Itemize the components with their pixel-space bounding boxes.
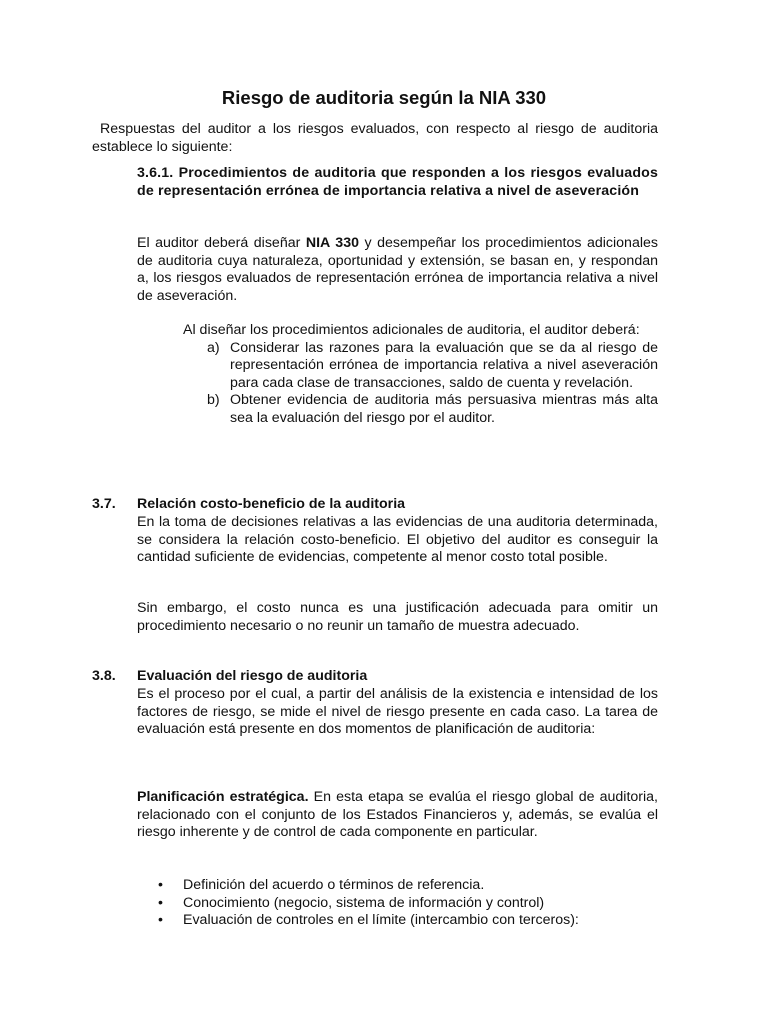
section-3-8-paragraph-1: Es el proceso por el cual, a partir del análisis de la existencia e intensidad de los factores de riesgo, se mide el nivel de riesgo presente en cada caso. La tarea de evaluación está presente en dos momentos de planificación de auditoria: xyxy=(137,686,658,738)
section-3-7-paragraph-2: Sin embargo, el costo nunca es una justificación adecuada para omitir un procedimiento necesario o no reunir un tamaño de muestra adecuado. xyxy=(137,600,658,634)
section-3-6-1-paragraph-1 xyxy=(137,235,658,305)
bullet-icon: • xyxy=(158,877,163,893)
paragraph-text: El auditor deberá diseñar xyxy=(137,235,306,251)
section-3-8-paragraph-2 xyxy=(137,789,658,842)
section-3-6-1-paragraph-2 xyxy=(183,322,658,428)
section-3-7-number: 3.7. xyxy=(92,496,116,512)
list-item xyxy=(183,392,658,427)
list-item-text: Obtener evidencia de auditoria más persuasiva mientras más alta sea la evaluación del riesgo por el auditor. xyxy=(230,392,658,426)
intro-paragraph: Respuestas del auditor a los riesgos evaluados, con respecto al riesgo de auditoria establece lo siguiente: xyxy=(92,121,658,155)
section-3-8-number: 3.8. xyxy=(92,668,116,684)
section-3-7-heading: Relación costo-beneficio de la auditoria xyxy=(137,496,406,512)
list-item xyxy=(137,877,658,895)
paragraph-text: y desempeñar los procedimientos adicionales de auditoria cuya naturaleza, oportunidad y extensión, se basan en, y respondan a, los riesgos evaluados de representación errónea de importancia relativa a nivel de aseveración. xyxy=(137,235,658,304)
bold-term: NIA 330 xyxy=(305,235,359,251)
section-3-8-heading: Evaluación del riesgo de auditoria xyxy=(137,668,368,684)
list-item-text: Definición del acuerdo o términos de referencia. xyxy=(183,877,485,893)
list-item xyxy=(137,912,658,930)
bullet-list xyxy=(137,877,658,930)
bold-term: Planificación estratégica. xyxy=(137,789,309,805)
list-marker: b) xyxy=(207,392,220,409)
page-title: Riesgo de auditoria según la NIA 330 xyxy=(221,87,547,108)
list-marker: a) xyxy=(207,339,220,356)
paragraph-text: En esta etapa se evalúa el riesgo global de auditoria, relacionado con el conjunto de los Estados Financieros y, además, se evalúa el riesgo inherente y de control de cada componente en particular. xyxy=(137,789,658,841)
paragraph-text: Al diseñar los procedimientos adicionales de auditoria, el auditor deberá: xyxy=(183,322,640,338)
bullet-icon: • xyxy=(158,894,163,911)
lettered-list xyxy=(183,340,658,428)
section-3-6-1-heading: 3.6.1. Procedimientos de auditoria que responden a los riesgos evaluados de representación errónea de importancia relativa a nivel de aseveración xyxy=(137,165,658,199)
bullet-icon: • xyxy=(158,912,163,929)
list-item-text: Considerar las razones para la evaluación que se da al riesgo de representación errónea de importancia relativa a nivel aseveración para cada clase de transacciones, saldo de cuenta y revelación. xyxy=(230,339,658,391)
list-item xyxy=(137,895,658,913)
list-item-text: Evaluación de controles en el límite (intercambio con terceros): xyxy=(183,912,579,929)
list-item-text: Conocimiento (negocio, sistema de información y control) xyxy=(183,894,545,911)
section-3-7-paragraph-1: En la toma de decisiones relativas a las evidencias de una auditoria determinada, se considera la relación costo-beneficio. El objetivo del auditor es conseguir la cantidad suficiente de evidencias, competente al menor costo total posible. xyxy=(137,514,658,566)
list-item xyxy=(183,340,658,393)
